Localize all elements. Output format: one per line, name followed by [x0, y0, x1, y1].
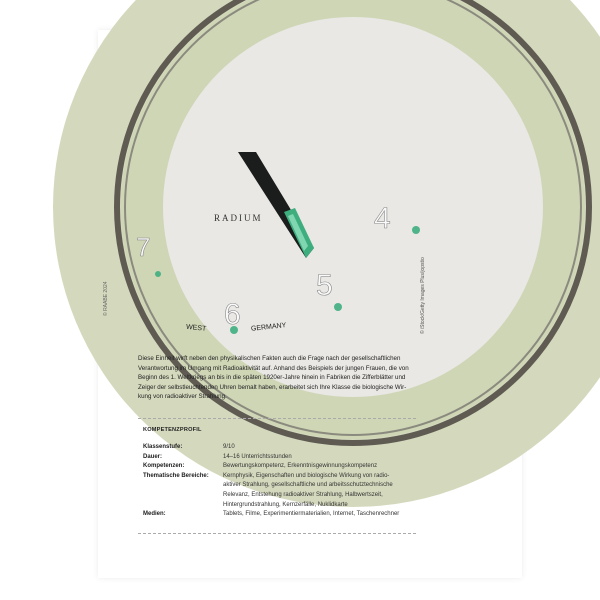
bezel-text-west: WEST — [185, 323, 207, 333]
profile-value: Hintergrundstrahlung, Kernzerfälle, Nuklidkarte — [223, 501, 348, 508]
numeral-4: 4 — [374, 202, 391, 235]
profile-label: Dauer: — [143, 453, 163, 460]
profile-label: Medien: — [143, 511, 166, 518]
profile-value: aktiver Strahlung, gesellschaftliche und arbeitsschutztechnische — [223, 482, 393, 489]
intro-line: Zeiger der selbstleuchtenden Uhren bemalt haben, erarbeitet sich Ihre Klasse die biologische Wir- — [138, 383, 407, 391]
profile-label: Kompetenzen: — [143, 463, 185, 470]
numeral-6: 6 — [224, 298, 241, 331]
clock-photo — [138, 152, 416, 334]
competence-profile — [143, 443, 415, 520]
photo-credit: © iStock/Getty Images Plus/jopstio — [420, 257, 426, 334]
intro-text — [138, 354, 420, 402]
bezel-text-germany: GERMANY — [250, 322, 287, 333]
numeral-5: 5 — [316, 269, 333, 302]
divider-top — [138, 418, 416, 419]
profile-value: 9/10 — [223, 444, 235, 450]
intro-line: Beginn des 1. Weltkriegs an bis in die späten 1920er-Jahre hinein in Fabriken die Zifferblätter und — [138, 374, 406, 382]
profile-row-media — [143, 510, 415, 520]
profile-value: Relevanz, Entstehung radioaktiver Strahlung, Halbwertszeit, — [223, 491, 383, 498]
profile-value: Tablets, Filme, Experimentiermaterialien, Internet, Taschenrechner — [223, 511, 400, 518]
profile-heading: KOMPETENZPROFIL — [143, 427, 202, 433]
copyright-note: © RAABE 2024 — [103, 281, 109, 316]
intro-line: Diese Einheit wirft neben den physikalischen Fakten auch die Frage nach der gesellschaftlichen — [138, 355, 401, 362]
profile-row-topics — [143, 472, 415, 510]
intro-line: kung von radioaktiver Strahlung. — [138, 393, 227, 401]
divider-bottom — [138, 533, 416, 534]
profile-label: Klassenstufe: — [143, 444, 183, 450]
profile-value: 14–16 Unterrichtsstunden — [223, 453, 292, 460]
intro-line: Verantwortung im Umgang mit Radioaktivität auf. Anhand des Beispiels der jungen Frauen, die von — [138, 364, 409, 372]
profile-row-competences — [143, 462, 415, 472]
profile-row-duration — [143, 453, 415, 463]
profile-value: Kernphysik, Eigenschaften und biologische Wirkung von radio- — [223, 472, 390, 479]
profile-value: Bewertungskompetenz, Erkenntnisgewinnungskompetenz — [223, 463, 378, 470]
numeral-7: 7 — [136, 232, 151, 262]
dial-brand: RADIUM — [214, 213, 263, 223]
profile-label: Thematische Bereiche: — [143, 472, 209, 479]
profile-row-grade — [143, 443, 415, 453]
